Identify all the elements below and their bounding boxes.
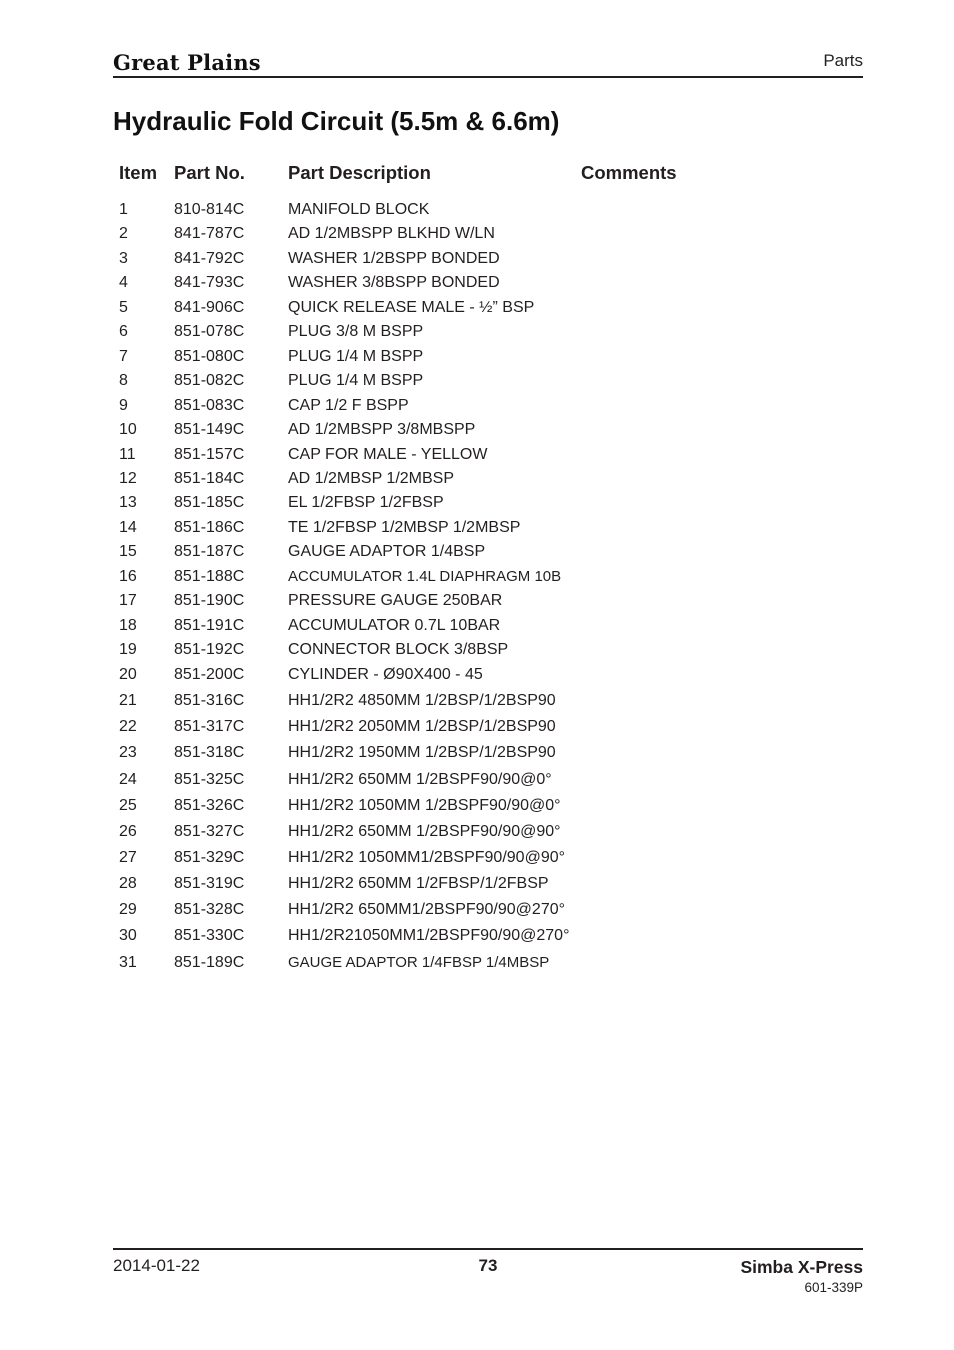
table-row [0,666,954,688]
part-number: 851-186C [174,519,245,536]
part-number: 851-191C [174,617,245,634]
item-number: 25 [119,797,137,814]
item-number: 18 [119,617,137,634]
item-number: 7 [119,348,128,365]
table-row [0,323,954,345]
column-header-comments: Comments [581,162,677,183]
part-description: ACCUMULATOR 1.4L DIAPHRAGM 10B [288,568,562,585]
table-row [0,823,954,845]
table-row [0,299,954,321]
part-number: 841-906C [174,299,245,316]
part-description: HH1/2R2 2050MM 1/2BSP/1/2BSP90 [288,718,556,735]
part-description: CAP 1/2 F BSPP [288,397,409,414]
table-row [0,875,954,897]
table-row [0,372,954,394]
table-row [0,744,954,766]
item-number: 31 [119,954,137,971]
part-number: 851-327C [174,823,245,840]
footer-date: 2014-01-22 [113,1256,200,1275]
part-description: HH1/2R21050MM1/2BSPF90/90@270° [288,927,570,944]
part-number: 851-316C [174,692,245,709]
item-number: 12 [119,470,137,487]
table-row [0,927,954,949]
column-header-description: Part Description [288,162,431,183]
part-description: PLUG 1/4 M BSPP [288,348,424,365]
part-number: 841-792C [174,250,245,267]
item-number: 16 [119,568,137,585]
part-description: AD 1/2MBSPP 3/8MBSPP [288,421,476,438]
part-description: CONNECTOR BLOCK 3/8BSP [288,641,509,658]
part-description: PLUG 1/4 M BSPP [288,372,424,389]
part-description: AD 1/2MBSP 1/2MBSP [288,470,454,487]
part-number: 851-329C [174,849,245,866]
table-row [0,692,954,714]
item-number: 13 [119,494,137,511]
table-row [0,568,954,590]
table-row [0,201,954,223]
part-description: TE 1/2FBSP 1/2MBSP 1/2MBSP [288,519,521,536]
brand-logo: Great Plains [113,50,261,75]
item-number: 29 [119,901,137,918]
table-row [0,274,954,296]
part-number: 851-190C [174,592,245,609]
table-row [0,250,954,272]
item-number: 26 [119,823,137,840]
part-description: QUICK RELEASE MALE - ½” BSP [288,299,535,316]
part-number: 851-317C [174,718,245,735]
table-row [0,617,954,639]
part-number: 851-330C [174,927,245,944]
table-row [0,494,954,516]
part-description: CAP FOR MALE - YELLOW [288,446,488,463]
item-number: 27 [119,849,137,866]
part-number: 851-185C [174,494,245,511]
item-number: 15 [119,543,137,560]
table-row [0,348,954,370]
item-number: 6 [119,323,128,340]
page-header [113,48,863,78]
item-number: 5 [119,299,128,316]
part-number: 851-319C [174,875,245,892]
table-row [0,470,954,492]
part-number: 841-787C [174,225,245,242]
table-row [0,771,954,793]
item-number: 2 [119,225,128,242]
part-number: 851-328C [174,901,245,918]
item-number: 14 [119,519,137,536]
item-number: 20 [119,666,137,683]
part-number: 851-083C [174,397,245,414]
part-description: WASHER 1/2BSPP BONDED [288,250,500,267]
document-number: 601-339P [804,1280,863,1295]
part-description: MANIFOLD BLOCK [288,201,430,218]
item-number: 23 [119,744,137,761]
part-number: 851-184C [174,470,245,487]
item-number: 9 [119,397,128,414]
table-row [0,225,954,247]
item-number: 17 [119,592,137,609]
section-label: Parts [823,51,863,70]
item-number: 22 [119,718,137,735]
part-description: HH1/2R2 650MM 1/2FBSP/1/2FBSP [288,875,549,892]
part-number: 851-080C [174,348,245,365]
column-header-item: Item [119,162,158,183]
part-description: HH1/2R2 1950MM 1/2BSP/1/2BSP90 [288,744,556,761]
item-number: 1 [119,201,128,218]
table-row [0,397,954,419]
page-title: Hydraulic Fold Circuit (5.5m & 6.6m) [113,106,560,136]
part-description: GAUGE ADAPTOR 1/4FBSP 1/4MBSP [288,954,550,971]
table-row [0,901,954,923]
part-description: HH1/2R2 1050MM1/2BSPF90/90@90° [288,849,566,866]
item-number: 19 [119,641,137,658]
table-row [0,519,954,541]
item-number: 24 [119,771,137,788]
table-row [0,954,954,976]
part-description: PRESSURE GAUGE 250BAR [288,592,503,609]
part-number: 851-189C [174,954,245,971]
part-number: 851-318C [174,744,245,761]
part-number: 851-192C [174,641,245,658]
part-description: ACCUMULATOR 0.7L 10BAR [288,617,501,634]
part-description: EL 1/2FBSP 1/2FBSP [288,494,444,511]
part-number: 841-793C [174,274,245,291]
table-row [0,641,954,663]
column-header-part-no: Part No. [174,162,245,183]
item-number: 10 [119,421,137,438]
part-number: 851-200C [174,666,245,683]
part-description: HH1/2R2 650MM1/2BSPF90/90@270° [288,901,566,918]
part-description: HH1/2R2 4850MM 1/2BSP/1/2BSP90 [288,692,556,709]
item-number: 3 [119,250,128,267]
table-row [0,446,954,468]
part-number: 851-078C [174,323,245,340]
part-number: 851-157C [174,446,245,463]
item-number: 21 [119,692,137,709]
part-description: WASHER 3/8BSPP BONDED [288,274,500,291]
item-number: 28 [119,875,137,892]
table-row [0,592,954,614]
part-description: HH1/2R2 650MM 1/2BSPF90/90@90° [288,823,561,840]
item-number: 30 [119,927,137,944]
part-number: 851-082C [174,372,245,389]
table-row [0,849,954,871]
item-number: 11 [119,446,136,463]
part-number: 851-325C [174,771,245,788]
part-description: CYLINDER - Ø90X400 - 45 [288,666,483,683]
part-description: PLUG 3/8 M BSPP [288,323,424,340]
part-number: 810-814C [174,201,245,218]
item-number: 4 [119,274,128,291]
part-description: HH1/2R2 650MM 1/2BSPF90/90@0° [288,771,552,788]
model-name: Simba X-Press [740,1257,863,1277]
table-row [0,718,954,740]
part-number: 851-188C [174,568,245,585]
part-number: 851-187C [174,543,245,560]
table-row [0,543,954,565]
part-description: HH1/2R2 1050MM 1/2BSPF90/90@0° [288,797,561,814]
part-number: 851-149C [174,421,245,438]
part-number: 851-326C [174,797,245,814]
item-number: 8 [119,372,128,389]
part-description: AD 1/2MBSPP BLKHD W/LN [288,225,495,242]
table-row [0,421,954,443]
page-number: 73 [478,1256,498,1275]
table-row [0,797,954,819]
page-footer [113,1248,863,1310]
part-description: GAUGE ADAPTOR 1/4BSP [288,543,486,560]
